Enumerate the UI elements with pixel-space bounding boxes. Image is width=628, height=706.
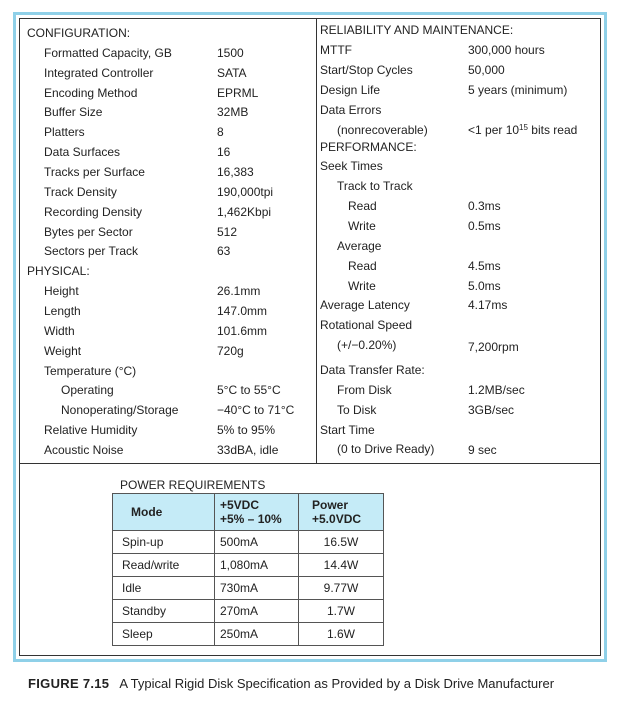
power-title: POWER REQUIREMENTS xyxy=(120,478,266,492)
power-header-row xyxy=(113,494,384,531)
errors-prefix: <1 per 10 xyxy=(468,123,520,137)
config-value: 16 xyxy=(217,145,231,159)
section-divider xyxy=(20,463,600,464)
config-value: 1,462Kbpi xyxy=(217,205,272,219)
figure-caption xyxy=(28,676,554,691)
config-value: 1500 xyxy=(217,46,244,60)
performance-label: Average Latency xyxy=(320,298,410,312)
config-value: 16,383 xyxy=(217,165,254,179)
header-voltage-line1: +5VDC xyxy=(220,498,260,512)
physical-value: 5% to 95% xyxy=(217,423,276,437)
physical-label: Nonoperating/Storage xyxy=(61,403,179,417)
configuration-heading: CONFIGURATION: xyxy=(27,26,131,40)
config-label: Encoding Method xyxy=(44,86,138,100)
performance-value: 3GB/sec xyxy=(468,403,515,417)
table-row xyxy=(113,577,384,600)
reliability-value: 300,000 hours xyxy=(468,43,545,57)
config-label: Platters xyxy=(44,125,85,139)
performance-value: 0.3ms xyxy=(468,199,501,213)
physical-label: Width xyxy=(44,324,75,338)
power-cell: 1.7W xyxy=(299,600,384,623)
config-value: 8 xyxy=(217,125,224,139)
mode-cell: Read/write xyxy=(113,554,215,577)
performance-label: To Disk xyxy=(337,403,377,417)
performance-label: Average xyxy=(337,239,382,253)
performance-heading: PERFORMANCE: xyxy=(320,140,417,154)
reliability-label: (nonrecoverable) xyxy=(337,123,428,137)
reliability-label: MTTF xyxy=(320,43,352,57)
performance-value: 0.5ms xyxy=(468,219,501,233)
table-row xyxy=(113,531,384,554)
reliability-heading: RELIABILITY AND MAINTENANCE: xyxy=(320,23,514,37)
performance-label: Start Time xyxy=(320,423,375,437)
reliability-label: Start/Stop Cycles xyxy=(320,63,413,77)
mode-cell: Spin-up xyxy=(113,531,215,554)
physical-value: 720g xyxy=(217,344,244,358)
physical-label: Height xyxy=(44,284,79,298)
power-cell: 14.4W xyxy=(299,554,384,577)
config-value: SATA xyxy=(217,66,247,80)
physical-value: 5°C to 55°C xyxy=(217,383,281,397)
performance-label: (0 to Drive Ready) xyxy=(337,442,435,456)
performance-label: Rotational Speed xyxy=(320,318,413,332)
header-power xyxy=(299,494,384,531)
config-label: Integrated Controller xyxy=(44,66,154,80)
header-mode: Mode xyxy=(113,494,215,531)
config-value: EPRML xyxy=(217,86,259,100)
performance-label: From Disk xyxy=(337,383,392,397)
config-label: Tracks per Surface xyxy=(44,165,145,179)
current-cell: 1,080mA xyxy=(215,554,299,577)
config-label: Bytes per Sector xyxy=(44,225,133,239)
power-table xyxy=(112,493,384,646)
config-value: 32MB xyxy=(217,105,249,119)
performance-label: Read xyxy=(348,199,377,213)
mode-cell: Standby xyxy=(113,600,215,623)
power-cell: 1.6W xyxy=(299,623,384,646)
reliability-value: 5 years (minimum) xyxy=(468,83,568,97)
current-cell: 730mA xyxy=(215,577,299,600)
physical-label: Length xyxy=(44,304,81,318)
performance-value: 4.5ms xyxy=(468,259,501,273)
reliability-label: Data Errors xyxy=(320,103,382,117)
performance-label: Seek Times xyxy=(320,159,383,173)
reliability-value xyxy=(468,121,577,139)
header-power-line1: Power xyxy=(312,498,349,512)
config-label: Buffer Size xyxy=(44,105,103,119)
physical-value: −40°C to 71°C xyxy=(217,403,295,417)
power-cell: 16.5W xyxy=(299,531,384,554)
physical-label: Temperature (°C) xyxy=(44,364,137,378)
reliability-label: Design Life xyxy=(320,83,381,97)
performance-label: (+/−0.20%) xyxy=(337,338,397,352)
current-cell: 250mA xyxy=(215,623,299,646)
table-row xyxy=(113,600,384,623)
physical-label: Weight xyxy=(44,344,82,358)
config-value: 190,000tpi xyxy=(217,185,274,199)
config-label: Data Surfaces xyxy=(44,145,121,159)
errors-suffix: bits read xyxy=(527,123,578,137)
spec-figure-frame xyxy=(13,12,607,662)
performance-label: Write xyxy=(348,219,376,233)
performance-label: Data Transfer Rate: xyxy=(320,363,425,377)
performance-value: 5.0ms xyxy=(468,279,501,293)
header-voltage-line2: +5% – 10% xyxy=(220,512,282,526)
mode-cell: Sleep xyxy=(113,623,215,646)
reliability-value: 50,000 xyxy=(468,63,505,77)
performance-value: 4.17ms xyxy=(468,298,508,312)
config-label: Recording Density xyxy=(44,205,143,219)
mode-cell: Idle xyxy=(113,577,215,600)
performance-value: 1.2MB/sec xyxy=(468,383,525,397)
current-cell: 270mA xyxy=(215,600,299,623)
figure-caption-text: A Typical Rigid Disk Specification as Provided by a Disk Drive Manufacturer xyxy=(119,676,555,691)
config-label: Track Density xyxy=(44,185,117,199)
figure-number: FIGURE 7.15 xyxy=(28,676,110,691)
spec-sheet xyxy=(19,18,601,656)
table-row xyxy=(113,623,384,646)
performance-label: Track to Track xyxy=(337,179,413,193)
physical-heading: PHYSICAL: xyxy=(27,264,90,278)
config-value: 63 xyxy=(217,244,231,258)
performance-value: 7,200rpm xyxy=(468,340,519,354)
current-cell: 500mA xyxy=(215,531,299,554)
physical-value: 147.0mm xyxy=(217,304,268,318)
config-label: Formatted Capacity, GB xyxy=(44,46,172,60)
table-row xyxy=(113,554,384,577)
config-value: 512 xyxy=(217,225,238,239)
physical-value: 33dBA, idle xyxy=(217,443,279,457)
errors-exponent: 15 xyxy=(519,123,528,132)
power-cell: 9.77W xyxy=(299,577,384,600)
performance-label: Read xyxy=(348,259,377,273)
physical-value: 101.6mm xyxy=(217,324,268,338)
physical-label: Operating xyxy=(61,383,114,397)
column-divider xyxy=(316,19,317,463)
performance-label: Write xyxy=(348,279,376,293)
physical-label: Acoustic Noise xyxy=(44,443,124,457)
physical-value: 26.1mm xyxy=(217,284,261,298)
header-voltage xyxy=(215,494,299,531)
performance-value: 9 sec xyxy=(468,443,497,457)
header-power-line2: +5.0VDC xyxy=(312,512,362,526)
config-label: Sectors per Track xyxy=(44,244,139,258)
physical-label: Relative Humidity xyxy=(44,423,138,437)
